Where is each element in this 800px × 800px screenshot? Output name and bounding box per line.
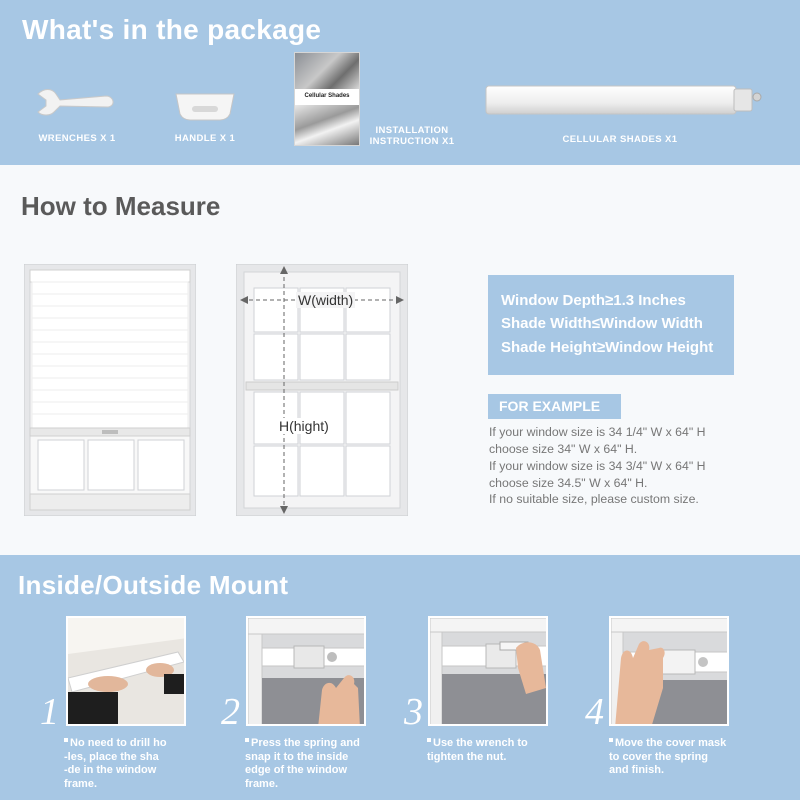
example-line: choose size 34" W x 64" H. — [489, 442, 638, 456]
window-with-shade-illustration — [24, 264, 196, 516]
height-label: H(hight) — [279, 418, 329, 434]
step-2-number: 2 — [221, 691, 240, 733]
requirement-depth: Window Depth≥1.3 Inches — [501, 292, 686, 309]
instruction-label: INSTALLATION INSTRUCTION X1 — [369, 125, 455, 147]
example-line: If no suitable size, please custom size. — [489, 492, 699, 506]
example-line: If your window size is 34 3/4" W x 64" H — [489, 459, 706, 473]
requirement-height: Shade Height≥Window Height — [501, 339, 714, 356]
step-3-photo — [428, 616, 548, 726]
step-4-text: Move the cover mask to cover the spring and finish. — [609, 737, 727, 776]
booklet-title: Cellular Shades — [304, 93, 350, 99]
cellular-shade-icon — [484, 83, 768, 117]
mount-title: Inside/Outside Mount — [18, 570, 289, 600]
example-tag: FOR EXAMPLE — [488, 394, 621, 419]
step-2-photo — [246, 616, 366, 726]
example-line: choose size 34.5" W x 64" H. — [489, 476, 648, 490]
requirement-width: Shade Width≤Window Width — [501, 315, 703, 332]
bullet-dot — [64, 738, 68, 742]
step-3-text: Use the wrench to tighten the nut. — [427, 737, 528, 763]
step-3-number: 3 — [404, 691, 423, 733]
package-title: What's in the package — [22, 14, 322, 45]
bullet-dot — [609, 738, 613, 742]
instruction-booklet — [294, 52, 360, 146]
booklet-cover-photo-2 — [295, 105, 359, 145]
step-4-number: 4 — [585, 691, 604, 733]
requirements-box — [488, 275, 734, 375]
booklet-cover-photo — [295, 53, 359, 89]
bullet-dot — [245, 738, 249, 742]
step-2-text: Press the spring and snap it to the inside edge of the window frame. — [245, 737, 360, 790]
shade-label: CELLULAR SHADES X1 — [562, 134, 678, 145]
measure-title: How to Measure — [21, 191, 221, 221]
step-1-number: 1 — [40, 691, 59, 733]
bullet-dot — [427, 738, 431, 742]
step-4-photo — [609, 616, 729, 726]
step-1-photo — [66, 616, 186, 726]
wrench-icon — [36, 86, 118, 120]
example-line: If your window size is 34 1/4" W x 64" H — [489, 425, 706, 439]
width-label: W(width) — [298, 292, 354, 308]
step-1-text: No need to drill ho -les, place the sha -de in the window frame. — [64, 737, 167, 790]
handle-label: HANDLE X 1 — [174, 133, 236, 144]
handle-icon — [172, 88, 238, 122]
wrench-label: WRENCHES X 1 — [38, 133, 116, 144]
